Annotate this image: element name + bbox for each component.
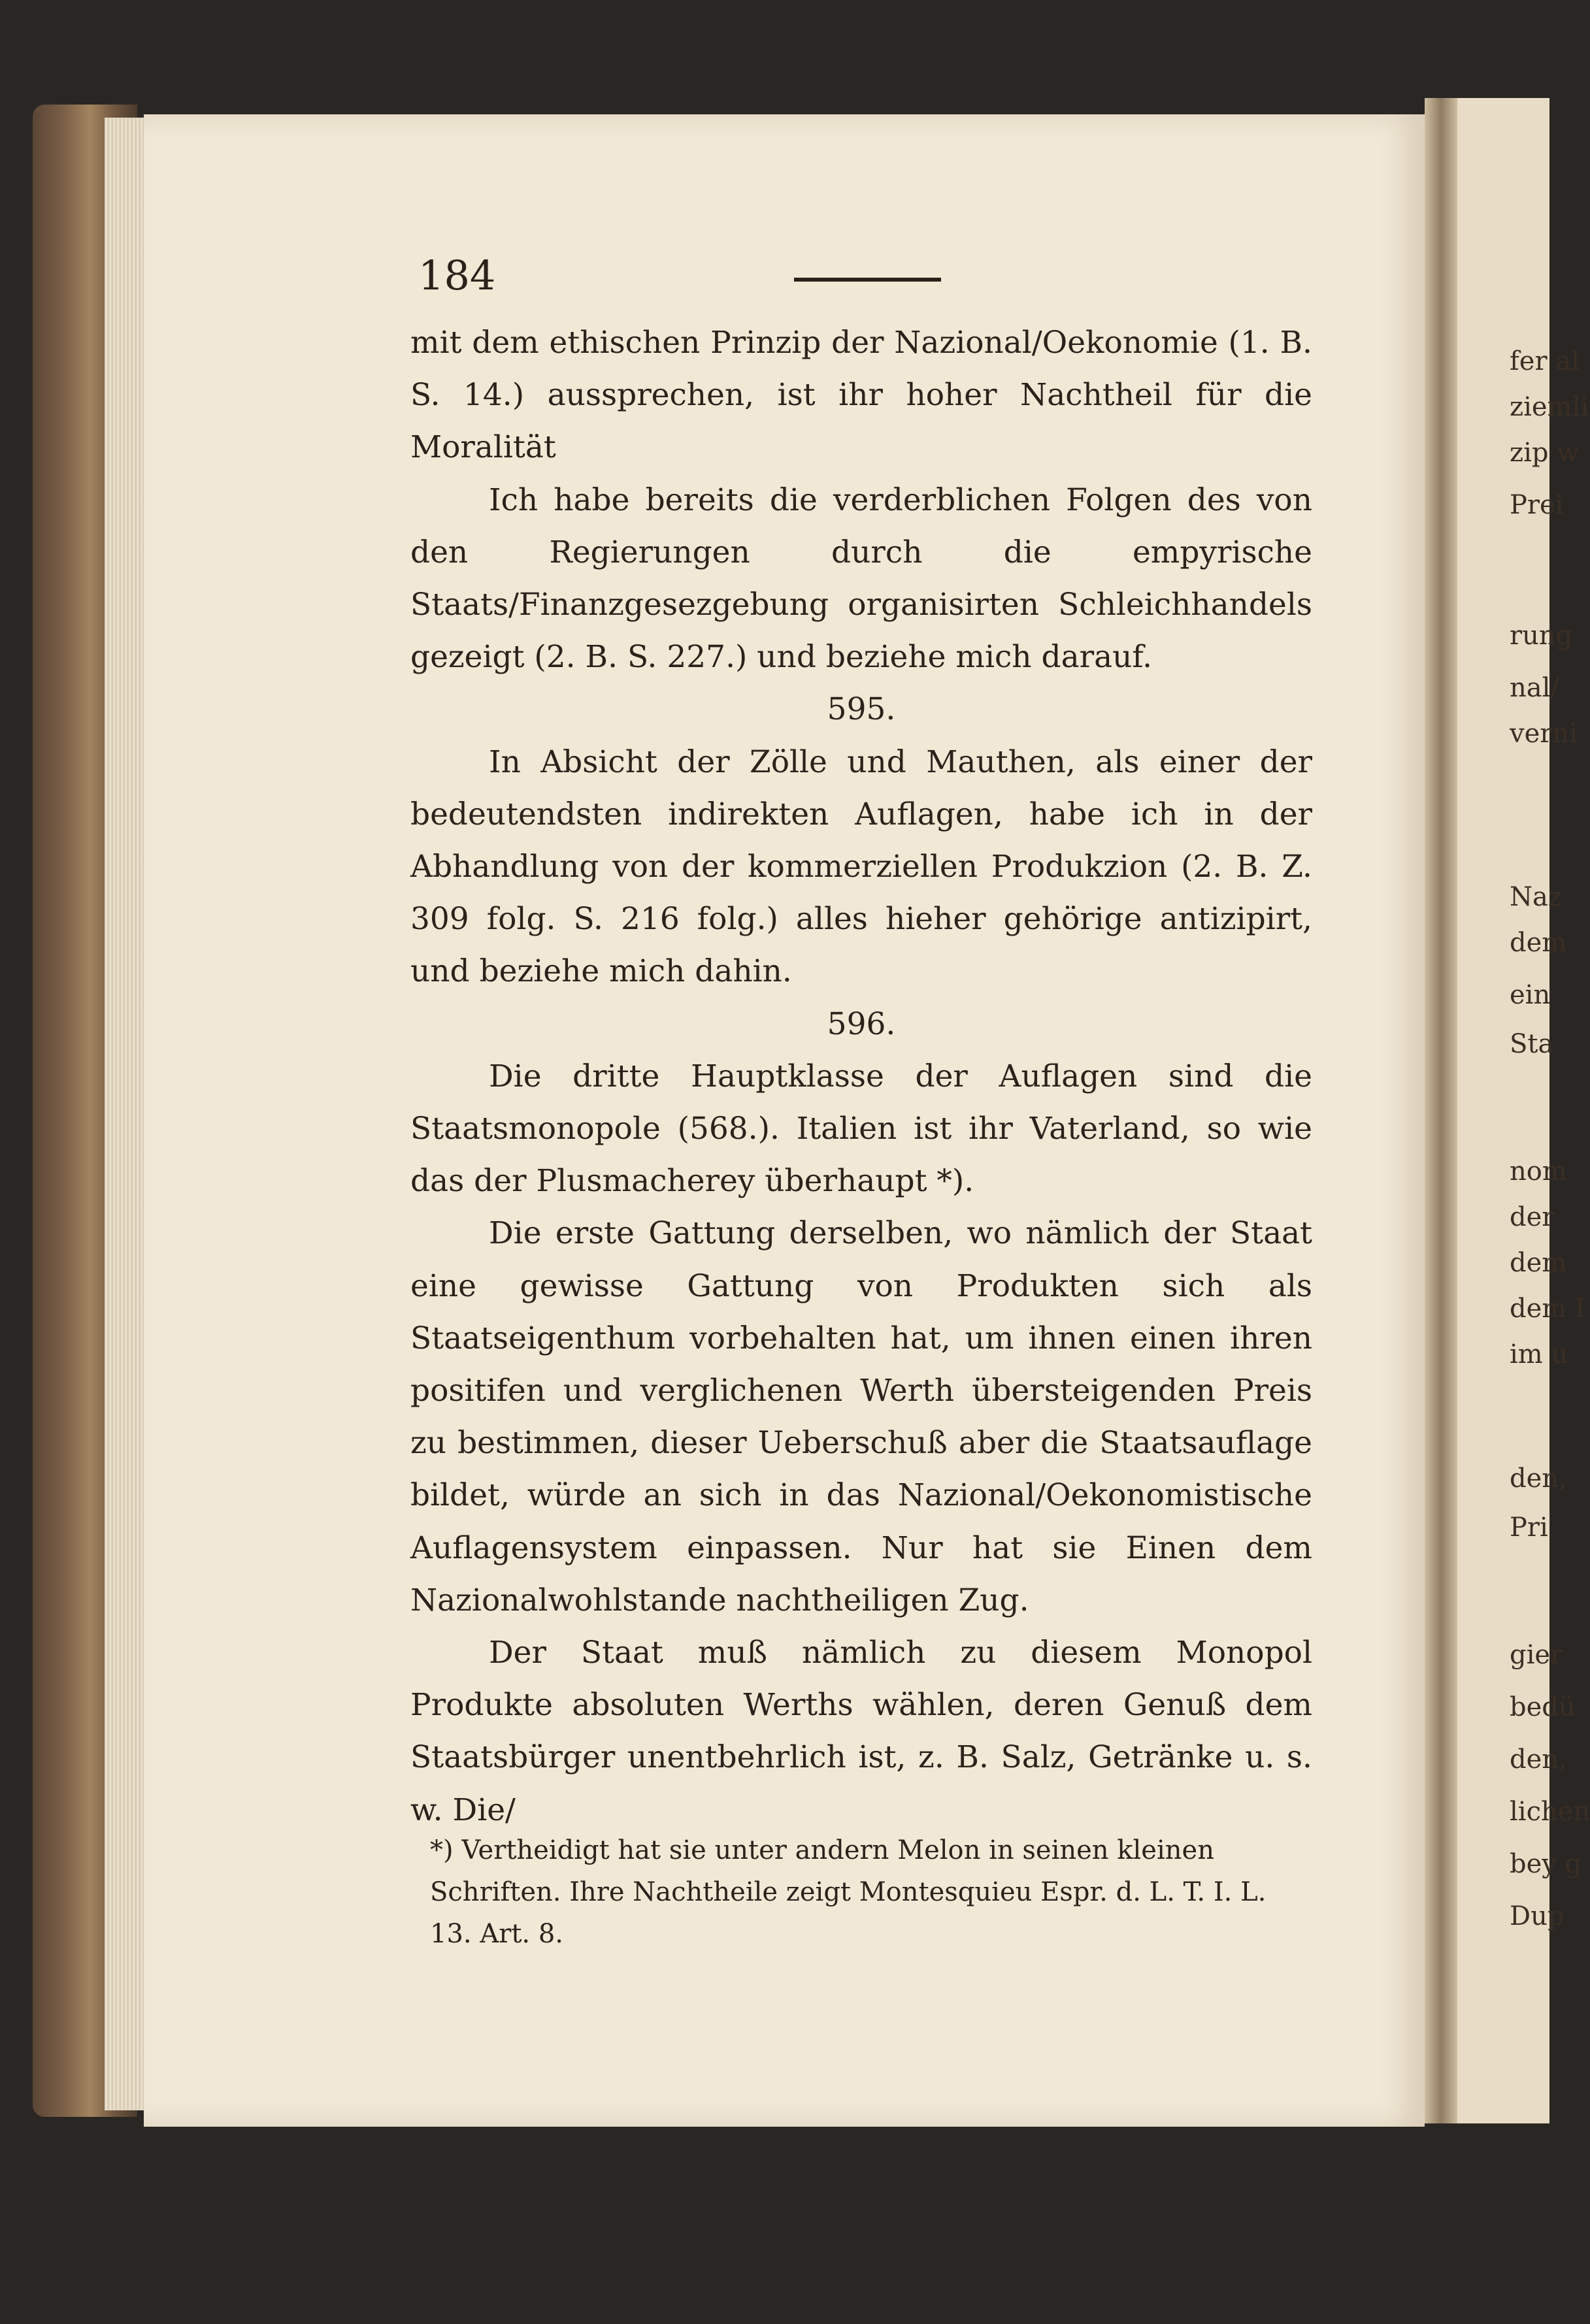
paragraph: Die erste Gattung derselben, wo nämlich der Staat eine gewisse Gattung von Produkten sich als Staatseigenthum vorbehalten hat, um ihnen einen ihren positifen und verglichenen Werth übersteigenden Preis zu bestimmen, dieser Ueberschuß aber die Staatsauflage bildet, würde an sich in das Nazional/Oekonomistische Auflagensystem einpassen. Nur hat sie Einen dem Nazionalwohlstande nachtheiligen Zug. [410,1215,1312,1618]
facing-page-fragment: Pri [1510,1513,1548,1543]
facing-page-fragment: ziemli [1510,392,1589,422]
facing-page-fragment: dem [1510,1248,1567,1278]
paragraph: Der Staat muß nämlich zu diesem Monopol Produkte absoluten Werths wählen, deren Genuß dem Staatsbürger unentbehrlich ist, z. B. Salz, Getränke u. s. w. Die/ [410,1635,1312,1828]
facing-page-fragment: der [1510,1202,1555,1232]
facing-page-fragment: den, [1510,1464,1567,1494]
section-number: 596. [827,1006,896,1042]
footnote [410,1829,1312,1955]
facing-page-fragment: zip w [1510,438,1580,468]
facing-page-fragment: verni [1510,719,1578,749]
facing-page-fragment: Prei [1510,490,1564,520]
paragraph: In Absicht der Zölle und Mauthen, als einer der bedeutendsten indirekten Auflagen, habe ich in der Abhandlung von der kommerziellen Produkzion (2. B. Z. 309 folg. S. 216 folg.) alles hieher gehörige antizipirt, und beziehe mich dahin. [410,744,1312,990]
section-number: 595. [827,691,896,728]
facing-page-fragment: nom [1510,1156,1567,1187]
facing-page-fragment: lichen [1510,1797,1590,1827]
facing-page-fragment: nal/ [1510,673,1559,703]
header-rule [794,278,941,282]
facing-page-fragment: Naz [1510,882,1562,912]
footnote-text: *) Vertheidigt hat sie unter andern Melon in seinen kleinen Schriften. Ihre Nachtheile zeigt Montesquieu Espr. d. L. T. I. L. 13. Art. 8. [430,1835,1267,1949]
paragraph: Ich habe bereits die verderblichen Folgen des von den Regierungen durch die empyrische Staats/Finanzgesezgebung organisirten Schleichhandels gezeigt (2. B. S. 227.) und beziehe mich darauf. [410,482,1312,676]
facing-page [1457,98,1590,2123]
page-body [410,317,1312,1837]
page-number: 184 [418,252,496,299]
facing-page-fragment: im u [1510,1339,1568,1369]
facing-page-fragment: gier [1510,1640,1563,1670]
facing-page-fragment: ein [1510,980,1551,1010]
facing-page-fragment: fer al [1510,346,1580,376]
book-gutter [1425,98,1457,2123]
facing-page-fragment: rung [1510,621,1573,651]
facing-page-fragment: bedü [1510,1692,1576,1722]
facing-page-fragment: bey g [1510,1849,1582,1879]
facing-page-fragment: den, [1510,1744,1567,1775]
paragraph: Die dritte Hauptklasse der Auflagen sind die Staatsmonopole (568.). Italien ist ihr Vaterland, so wie das der Plusmacherey überhaupt *). [410,1058,1312,1200]
facing-page-fragment: Sta [1510,1029,1554,1059]
facing-page-fragment: dem [1510,928,1567,958]
facing-page-fragment: Dup [1510,1901,1565,1931]
paragraph: mit dem ethischen Prinzip der Nazional/Oekonomie (1. B. S. 14.) aussprechen, ist ihr hoher Nachtheil für die Moralität [410,325,1312,466]
facing-page-fragment: dem I [1510,1294,1585,1324]
